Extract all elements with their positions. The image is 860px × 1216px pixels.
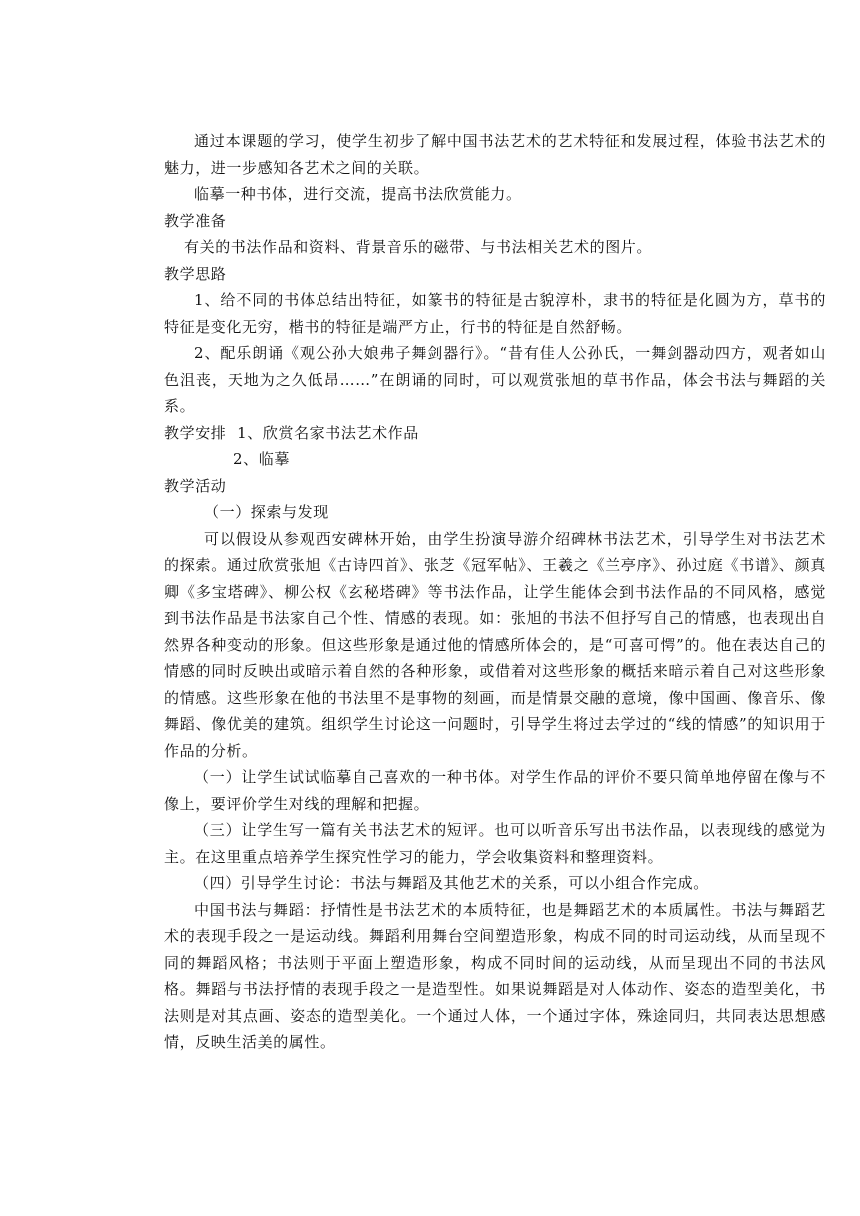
section-heading-activities: 教学活动 <box>164 476 227 495</box>
activity-subheading-explore: （一）探索与发现 <box>204 503 329 521</box>
activity-copying-paragraph: （一）让学生试试临摹自己喜欢的一种书体。对学生作品的评价不要只简单地停留在像与不像上，要评价学生对线的理解和把握。 <box>164 768 826 813</box>
activity-explore-paragraph: 可以假设从参观西安碑林开始，由学生扮演导游介绍碑林书法艺术，引导学生对书法艺术的探索。通过欣赏张旭《古诗四首》、张芝《冠军帖》、王羲之《兰亭序》、孙过庭《书谱》、颜真卿《多宝塔碑》、柳公权《玄秘塔碑》等书法作品，让学生能体会到书法作品的不同风格，感觉到书法作品是书法家自己个性、情感的表现。如：张旭的书法不但抒写自己的情感，也表现出自然界各种变动的形象。但这些形象是通过他的情感所体会的，是“可喜可愕”的。他在表达自己的情感的同时反映出或暗示着自然的各种形象，或借着对这些形象的概括来暗示着自己对这些形象的情感。这些形象在他的书法里不是事物的刻画，而是情景交融的意境，像中国画、像音乐、像舞蹈、像优美的建筑。组织学生讨论这一问题时，引导学生将过去学过的“线的情感”的知识用于作品的分析。 <box>164 529 826 760</box>
goal-paragraph-copying: 临摹一种书体，进行交流，提高书法欣赏能力。 <box>194 185 522 203</box>
approach-item-2: 2、配乐朗诵《观公孙大娘弗子舞剑器行》。“昔有佳人公孙氏，一舞剑器动四方，观者如山色沮丧，天地为之久低昂……”在朗诵的同时，可以观赏张旭的草书作品，体会书法与舞蹈的关系。 <box>164 344 826 415</box>
activity-review-paragraph: （三）让学生写一篇有关书法艺术的短评。也可以听音乐写出书法作品，以表现线的感觉为主。在这里重点培养学生探究性学习的能力，学会收集资料和整理资料。 <box>164 821 826 866</box>
section-heading-arrangement: 教学安排 1、欣赏名家书法艺术作品 <box>164 423 419 442</box>
approach-item-1: 1、给不同的书体总结出特征，如篆书的特征是古貌淳朴，隶书的特征是化圆为方，草书的特征是变化无穷，楷书的特征是端严方止，行书的特征是自然舒畅。 <box>164 291 826 336</box>
arrangement-item-2: 2、临摹 <box>233 450 290 468</box>
section-heading-approach: 教学思路 <box>164 264 227 283</box>
preparation-paragraph: 有关的书法作品和资料、背景音乐的磁带、与书法相关艺术的图片。 <box>184 238 653 256</box>
activity-discussion-paragraph: （四）引导学生讨论：书法与舞蹈及其他艺术的关系，可以小组合作完成。 <box>194 874 709 892</box>
goal-paragraph: 通过本课题的学习，使学生初步了解中国书法艺术的艺术特征和发展过程，体验书法艺术的魅力，进一步感知各艺术之间的关联。 <box>164 132 826 177</box>
document-body <box>164 128 826 1056</box>
section-heading-preparation: 教学准备 <box>164 211 227 230</box>
calligraphy-dance-paragraph: 中国书法与舞蹈：抒情性是书法艺术的本质特征，也是舞蹈艺术的本质属性。书法与舞蹈艺术的表现手段之一是运动线。舞蹈利用舞台空间塑造形象，构成不同的时司运动线，从而呈现不同的舞蹈风格；书法则于平面上塑造形象，构成不同时间的运动线，从而呈现出不同的书法风格。舞蹈与书法抒情的表现手段之一是造型性。如果说舞蹈是对人体动作、姿态的造型美化，书法则是对其点画、姿态的造型美化。一个通过人体，一个通过字体，殊途同归，共同表达思想感情，反映生活美的属性。 <box>164 900 826 1051</box>
